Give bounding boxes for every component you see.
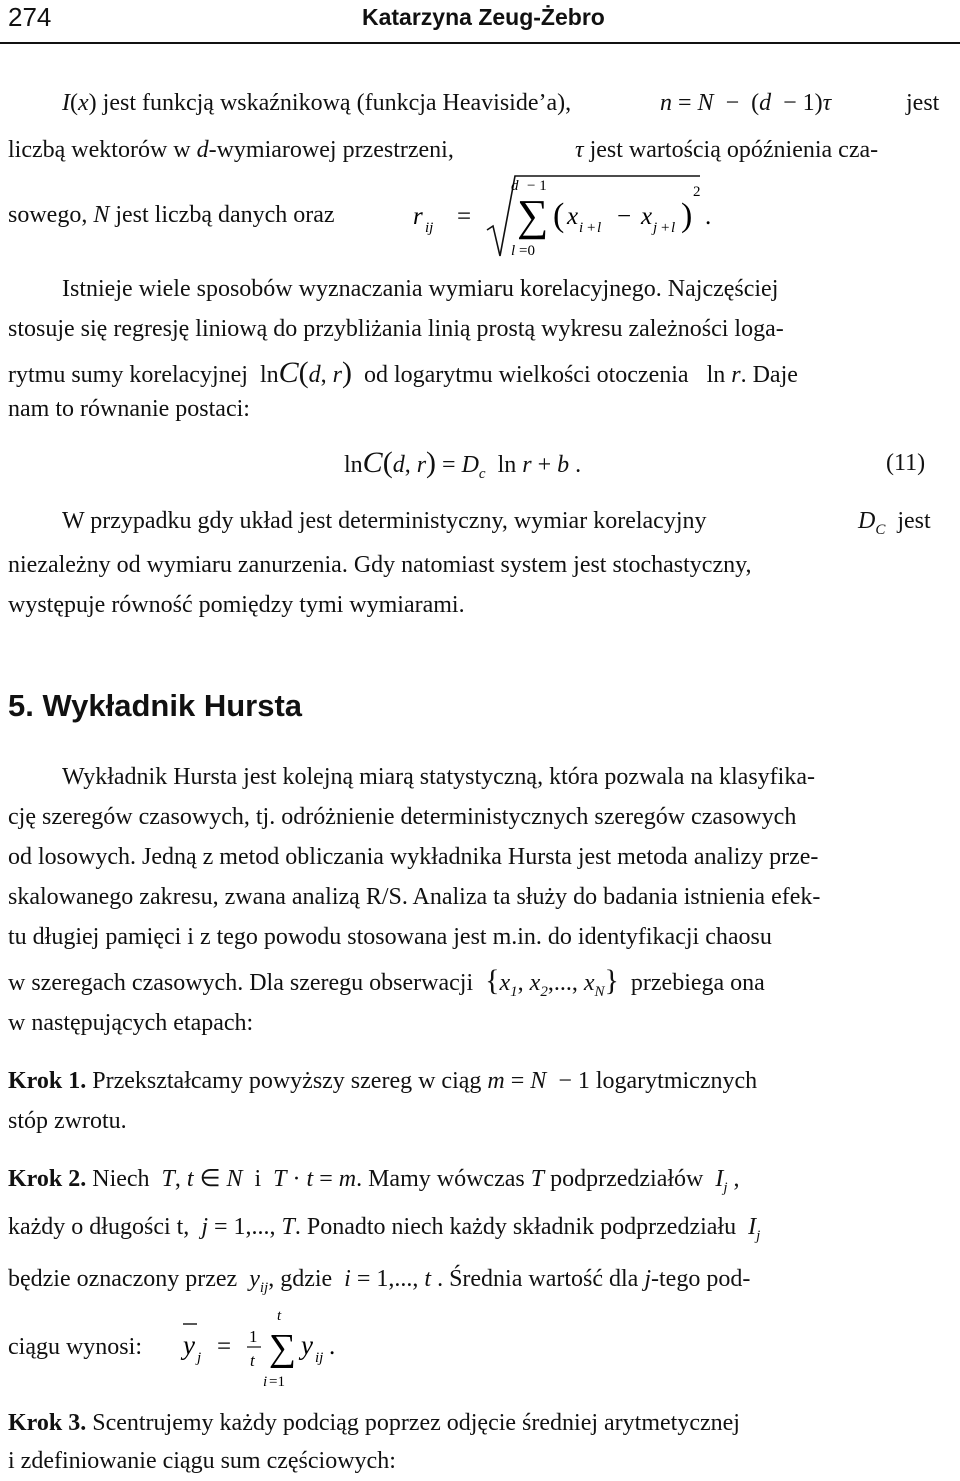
para2-line4: nam to równanie postaci: — [8, 396, 250, 422]
para3-line2: niezależny od wymiaru zanurzenia. Gdy natomiast system jest stochastyczny, — [8, 552, 752, 578]
para4-line5: tu długiej pamięci i z tego powodu stosowana jest m.in. do identyfikacji chaosu — [8, 924, 772, 950]
svg-text:t: t — [250, 1351, 255, 1370]
svg-text:i: i — [579, 220, 584, 236]
svg-text:=0: =0 — [519, 243, 535, 259]
svg-text:j: j — [197, 1350, 202, 1366]
svg-text:=: = — [217, 1333, 232, 1360]
para4-line3: od losowych. Jedną z metod obliczania wykładnika Hursta jest metoda analizy prze- — [8, 844, 819, 870]
svg-text:ij: ij — [425, 220, 434, 236]
svg-text:l: l — [511, 243, 516, 259]
para2-line1: Istnieje wiele sposobów wyznaczania wymiaru korelacyjnego. Najczęściej — [62, 276, 779, 302]
svg-text:∑: ∑ — [517, 191, 549, 240]
para1-line2-end: τ jest wartością opóźnienia cza- — [575, 137, 879, 163]
step2-line3: będzie oznaczony przez $y_{ij}$, gdzie i = 1,..., t . Średnia wartość dla j-tego pod- — [8, 1266, 751, 1296]
para4-line4: skalowanego zakresu, zwana analizą R/S. Analiza ta służy do badania istnienia efek- — [8, 884, 821, 910]
step3-line1: Krok 3. Scentrujemy każdy podciąg poprzez odjęcie średniej arytmetycznej — [8, 1410, 740, 1436]
svg-text:l: l — [597, 220, 602, 236]
svg-text:.: . — [329, 1333, 336, 1360]
svg-text:∑: ∑ — [269, 1327, 297, 1369]
svg-text:j: j — [653, 220, 658, 236]
step3-line2: i zdefiniowanie ciągu sum częściowych: — [8, 1448, 396, 1474]
svg-text:=: = — [457, 203, 472, 230]
svg-text:ij: ij — [315, 1350, 324, 1366]
section-heading: 5. Wykładnik Hursta — [8, 688, 303, 723]
svg-text:+: + — [661, 220, 670, 236]
formula-n: n = N − (d − 1)τ — [660, 90, 832, 116]
svg-text:t: t — [277, 1308, 282, 1324]
para2-line2: stosuje się regresję liniową do przybliżania linią prostą wykresu zależności loga- — [8, 316, 784, 342]
rij-formula — [405, 168, 715, 268]
svg-text:x: x — [641, 203, 653, 230]
para3-line3: występuje równość pomiędzy tymi wymiarami. — [8, 592, 465, 618]
svg-text:d: d — [511, 178, 519, 194]
step2-line2: każdy o długości t, j = 1,..., T. Ponadto niech każdy składnik podprzedziału $I_j$ — [8, 1214, 761, 1244]
svg-text:y: y — [183, 1330, 195, 1360]
step2-line4: ciągu wynosi: — [8, 1334, 142, 1360]
para3-line1: W przypadku gdy układ jest deterministyczny, wymiar korelacyjny — [62, 508, 707, 534]
svg-text:y: y — [301, 1330, 313, 1360]
equation-number: (11) — [886, 450, 926, 476]
symbol-DC: $D_C$ jest — [858, 508, 931, 538]
svg-text:r: r — [413, 203, 423, 230]
svg-text:.: . — [705, 203, 712, 230]
page-number: 274 — [8, 2, 52, 32]
para4-line7: w następujących etapach: — [8, 1010, 254, 1036]
svg-text:2: 2 — [693, 184, 701, 200]
step2-line1: Krok 2. Niech T, t ∈ N i T · t = m. Mamy wówczas T podprzedziałów $I_j$ , — [8, 1166, 740, 1196]
svg-text:i: i — [263, 1374, 268, 1390]
mean-formula — [175, 1302, 375, 1392]
svg-text:l: l — [671, 220, 676, 236]
para1-line2: liczbą wektorów w d-wymiarowej przestrzeni, — [8, 137, 454, 163]
para1-line3: sowego, N jest liczbą danych oraz — [8, 202, 335, 228]
svg-text:1: 1 — [249, 1327, 258, 1346]
svg-text:=1: =1 — [269, 1374, 285, 1390]
step1-line2: stóp zwrotu. — [8, 1108, 127, 1134]
svg-text:x: x — [567, 203, 579, 230]
para4-line1: Wykładnik Hursta jest kolejną miarą statystyczną, która pozwala na klasyfika- — [62, 764, 815, 790]
para4-line2: cję szeregów czasowych, tj. odróżnienie deterministycznych szeregów czasowych — [8, 804, 797, 830]
para1-line1: I(x) jest funkcją wskaźnikową (funkcja Heaviside’a), — [62, 90, 572, 116]
header-rule — [0, 42, 960, 44]
step1-line1: Krok 1. Przekształcamy powyższy szereg w ciąg m = N − 1 logarytmicznych — [8, 1068, 758, 1094]
para4-line6: w szeregach czasowych. Dla szeregu obserwacji {$x_1$, $x_2$,..., $x_N$} przebiega ona — [8, 964, 765, 1000]
para2-line3: rytmu sumy korelacyjnej lnC(d, r) od logarytmu wielkości otoczenia ln r. Daje — [8, 356, 798, 389]
equation-11: lnC(d, $r) = D_c$ ln r + b . — [344, 446, 582, 482]
svg-text:− 1: − 1 — [527, 178, 547, 194]
svg-text:−: − — [617, 203, 632, 230]
svg-text:): ) — [681, 197, 693, 234]
para1-line1-end: jest — [906, 90, 940, 116]
svg-text:+: + — [587, 220, 596, 236]
running-header-author: Katarzyna Zeug-Żebro — [362, 4, 605, 30]
svg-text:(: ( — [553, 197, 565, 234]
